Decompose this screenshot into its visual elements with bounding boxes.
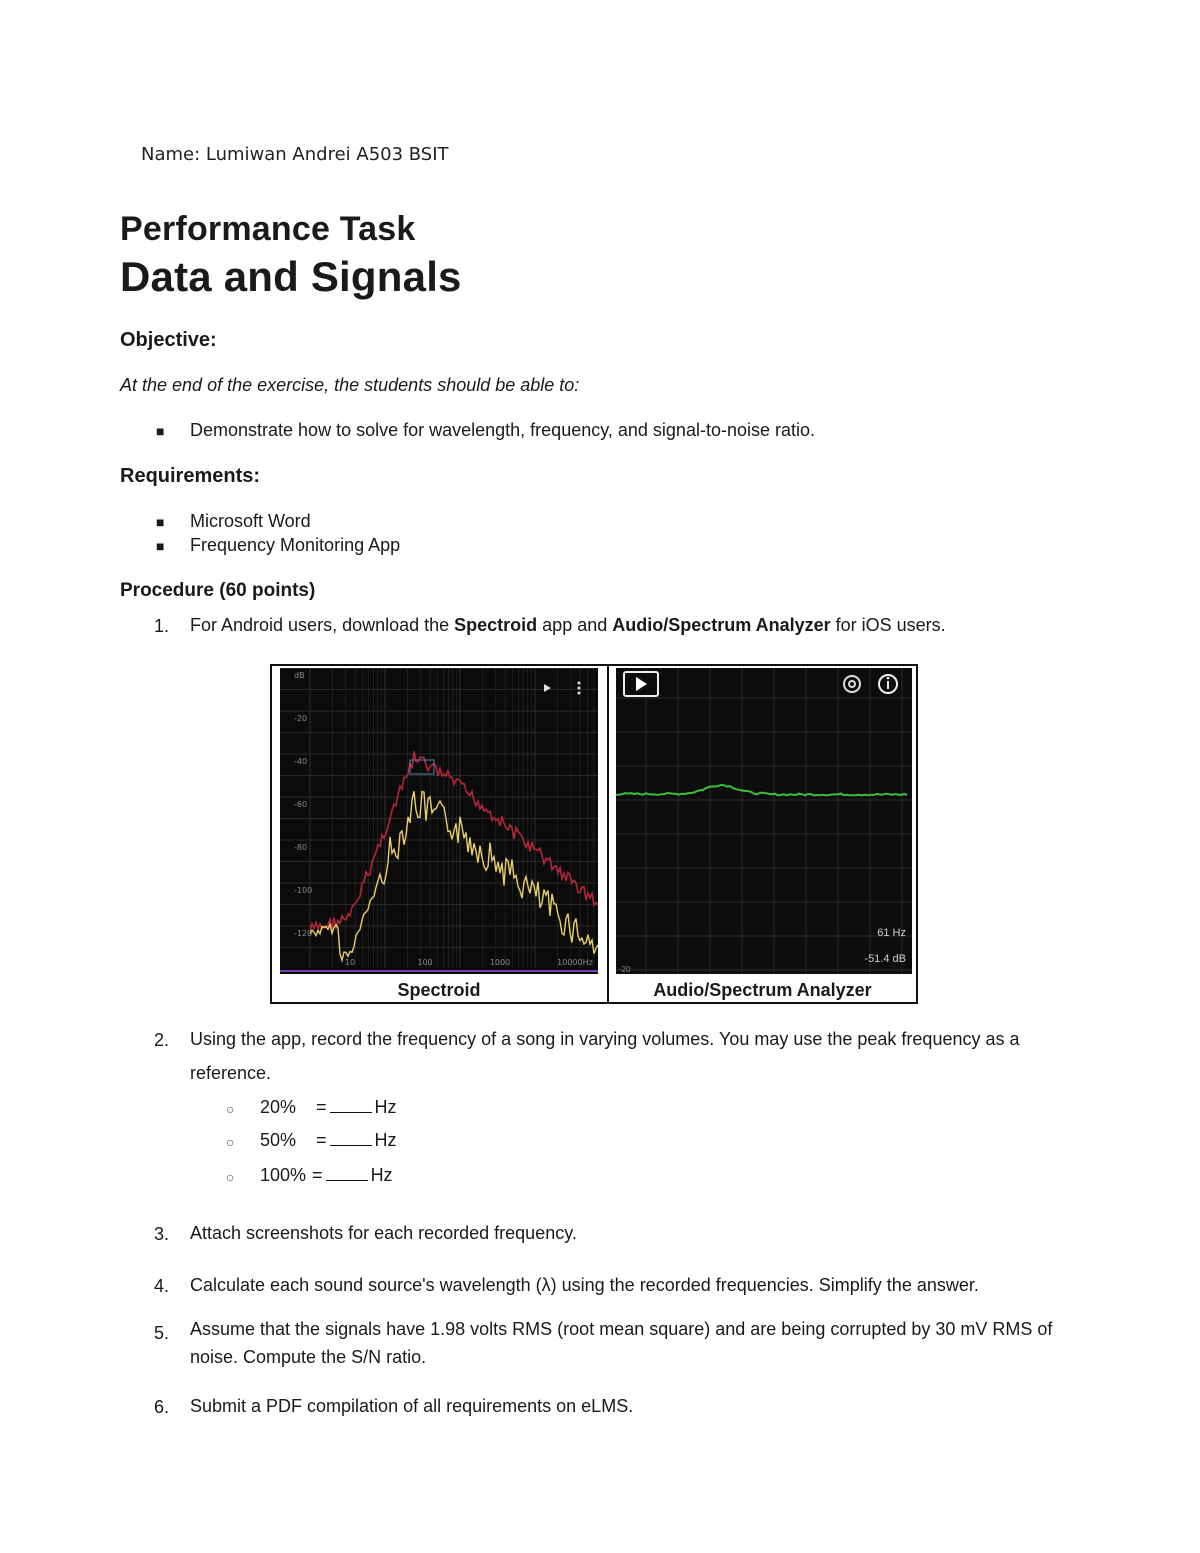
x-tick-label: 10000Hz xyxy=(557,958,593,967)
y-tick-label: dB xyxy=(294,671,305,680)
analyzer-trace xyxy=(616,785,907,796)
axis-corner-label: -20 xyxy=(619,965,631,974)
more-menu-icon[interactable] xyxy=(578,682,581,695)
bullet-icon: ■ xyxy=(156,423,165,439)
y-tick-label: -80 xyxy=(294,843,308,852)
circle-bullet-icon: ○ xyxy=(226,1101,235,1117)
step-6: Submit a PDF compilation of all requirements on eLMS. xyxy=(190,1396,634,1416)
answer-blank[interactable] xyxy=(326,1166,368,1181)
x-tick-label: 1000 xyxy=(489,958,511,967)
objective-item: Demonstrate how to solve for wavelength, frequency, and signal-to-noise ratio. xyxy=(190,420,815,440)
frequency-readout: 61 Hz xyxy=(877,927,906,939)
peak-hold-trace xyxy=(310,751,598,930)
requirement-item: Microsoft Word xyxy=(190,511,311,531)
spectroid-caption: Spectroid xyxy=(397,980,481,1000)
circle-bullet-icon: ○ xyxy=(226,1134,235,1150)
step-number: 3. xyxy=(154,1224,170,1244)
objective-heading: Objective: xyxy=(120,329,217,351)
analyzer-caption: Audio/Spectrum Analyzer xyxy=(653,980,872,1000)
y-tick-label: -100 xyxy=(294,886,313,895)
student-name: Name: Lumiwan Andrei A503 BSIT xyxy=(141,144,449,165)
step-number: 4. xyxy=(154,1276,170,1296)
volume-row-20: 20% = Hz xyxy=(260,1097,397,1117)
analyzer-app-name: Audio/Spectrum Analyzer xyxy=(612,615,831,635)
step-number: 5. xyxy=(154,1323,170,1343)
answer-blank[interactable] xyxy=(330,1098,372,1113)
step-number: 1. xyxy=(154,616,170,636)
info-icon[interactable] xyxy=(879,675,897,693)
volume-row-100: 100% = Hz xyxy=(260,1165,393,1185)
x-tick-label: 100 xyxy=(417,958,433,967)
step-2: Using the app, record the frequency of a song in varying volumes. You may use the peak frequency as a reference. xyxy=(190,1029,1020,1083)
step-3: Attach screenshots for each recorded frequency. xyxy=(190,1223,577,1243)
document-subtitle: Data and Signals xyxy=(120,253,462,300)
answer-blank[interactable] xyxy=(330,1131,372,1146)
spectroid-app-name: Spectroid xyxy=(454,615,538,635)
requirement-item: Frequency Monitoring App xyxy=(190,535,401,555)
document-title: Performance Task xyxy=(120,210,416,248)
spectrum-trace xyxy=(310,791,598,960)
step-4: Calculate each sound source's wavelength (λ) using the recorded frequencies. Simplify the answer. xyxy=(190,1275,979,1295)
y-tick-label: -60 xyxy=(294,800,308,809)
circle-bullet-icon: ○ xyxy=(226,1169,235,1185)
procedure-heading: Procedure (60 points) xyxy=(120,580,316,601)
step-number: 6. xyxy=(154,1397,170,1417)
requirements-heading: Requirements: xyxy=(120,465,261,487)
bullet-icon: ■ xyxy=(156,538,165,554)
db-readout: -51.4 dB xyxy=(864,953,906,965)
step-number: 2. xyxy=(154,1030,170,1050)
step-1: For Android users, download the Spectroid app and Audio/Spectrum Analyzer for iOS users. xyxy=(190,615,946,635)
gear-icon[interactable] xyxy=(844,676,860,692)
analyzer-screenshot xyxy=(616,668,912,974)
bullet-icon: ■ xyxy=(156,514,165,530)
spectroid-screenshot xyxy=(280,668,598,974)
app-screenshots-figure xyxy=(270,664,918,1004)
figure-divider xyxy=(607,666,609,1002)
x-tick-label: 10 xyxy=(344,958,356,967)
objective-intro: At the end of the exercise, the students should be able to: xyxy=(120,375,580,395)
y-tick-label: -120 xyxy=(294,929,313,938)
play-icon[interactable] xyxy=(544,684,551,692)
step-5: Assume that the signals have 1.98 volts RMS (root mean square) and are being corrupted by 30 mV RMS of noise. Compute the S/N ratio. xyxy=(190,1319,1053,1367)
volume-row-50: 50% = Hz xyxy=(260,1130,397,1150)
y-tick-label: -40 xyxy=(294,757,308,766)
play-button-icon[interactable] xyxy=(624,672,658,696)
y-tick-label: -20 xyxy=(294,714,308,723)
